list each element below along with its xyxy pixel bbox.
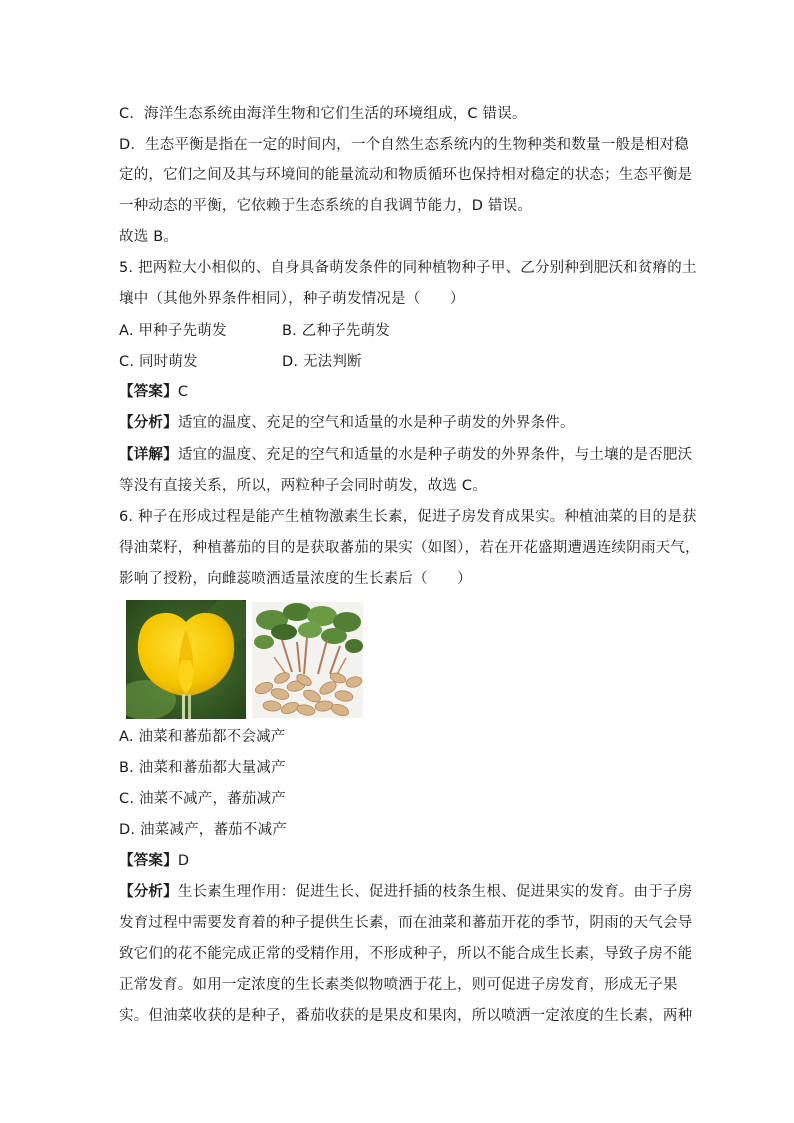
text-line: D．生态平衡是指在一定的时间内，一个自然生态系统内的生物种类和数量一般是相对稳	[119, 137, 689, 153]
text-line: 定的，它们之间及其与环境间的能量流动和物质循环也保持相对稳定的状态；生态平衡是	[119, 167, 693, 183]
question-6-stem: 6. 种子在形成过程是能产生植物激素生长素，促进子房发育成果实。种植油菜的目的是获	[119, 509, 697, 525]
question-5-option-c: C. 同时萌发	[119, 354, 198, 370]
question-6-analysis-cont: 致它们的花不能完成正常的受精作用，不形成种子，所以不能合成生长素，导致子房不能	[119, 946, 693, 962]
detail-tag: 【详解】	[119, 447, 178, 463]
text-line: 一种动态的平衡，它依赖于生态系统的自我调节能力，D 错误。	[119, 198, 533, 214]
question-5-analysis	[119, 413, 575, 433]
detail-text: 适宜的温度、充足的空气和适量的水是种子萌发的外界条件，与土壤的是否肥沃	[177, 447, 693, 463]
question-5-option-a: A. 甲种子先萌发	[119, 323, 227, 339]
question-5-stem: 壤中（其他外界条件相同），种子萌发情况是（ ）	[119, 291, 465, 307]
analysis-text: 生长素生理作用：促进生长、促进扦插的枝条生根、促进果实的发育。由于子房	[177, 884, 693, 900]
question-5-option-d: D. 无法判断	[282, 354, 362, 370]
question-5-answer	[119, 382, 188, 402]
peanut-plant-image	[252, 602, 363, 718]
question-5-option-b: B. 乙种子先萌发	[282, 323, 390, 339]
answer-value: D	[177, 853, 190, 869]
question-5-stem: 5. 把两粒大小相似的、自身具备萌发条件的同种植物种子甲、乙分别种到肥沃和贫瘠的土	[119, 260, 697, 276]
text-line: C．海洋生态系统由海洋生物和它们生活的环境组成，C 错误。	[119, 106, 527, 122]
question-6-analysis-cont: 发育过程中需要发育着的种子提供生长素，而在油菜和蕃茄开花的季节，阴雨的天气会导	[119, 915, 693, 931]
question-6-stem: 影响了授粉，向雌蕊喷洒适量浓度的生长素后（ ）	[119, 571, 472, 587]
question-6-option-c: C. 油菜不减产，蕃茄减产	[119, 791, 286, 807]
analysis-tag: 【分析】	[119, 415, 178, 431]
answer-tag: 【答案】	[119, 384, 178, 400]
analysis-tag: 【分析】	[119, 884, 178, 900]
question-6-option-a: A. 油菜和蕃茄都不会减产	[119, 729, 286, 745]
question-6-analysis-cont: 实。但油菜收获的是种子，番茄收获的是果皮和果肉，所以喷洒一定浓度的生长素，两种	[119, 1008, 693, 1024]
yellow-flower-image	[126, 600, 246, 719]
question-6-option-d: D. 油菜减产，蕃茄不减产	[119, 822, 287, 838]
text-line: 故选 B。	[119, 229, 179, 245]
question-6-figure	[126, 600, 366, 720]
question-6-answer	[119, 851, 189, 871]
question-6-stem: 得油菜籽，种植蕃茄的目的是获取蕃茄的果实（如图），若在开花盛期遭遇连续阴雨天气，	[119, 540, 700, 556]
answer-tag: 【答案】	[119, 853, 178, 869]
question-5-detail	[119, 445, 692, 465]
question-6-analysis	[119, 882, 692, 902]
answer-value: C	[177, 384, 189, 400]
question-5-detail-cont: 等没有直接关系，所以，两粒种子会同时萌发，故选 C。	[119, 478, 487, 494]
question-6-option-b: B. 油菜和蕃茄都大量减产	[119, 760, 286, 776]
analysis-text: 适宜的温度、充足的空气和适量的水是种子萌发的外界条件。	[177, 415, 575, 431]
question-6-analysis-cont: 正常发育。如用一定浓度的生长素类似物喷洒于花上，则可促进子房发育，形成无子果	[119, 977, 678, 993]
